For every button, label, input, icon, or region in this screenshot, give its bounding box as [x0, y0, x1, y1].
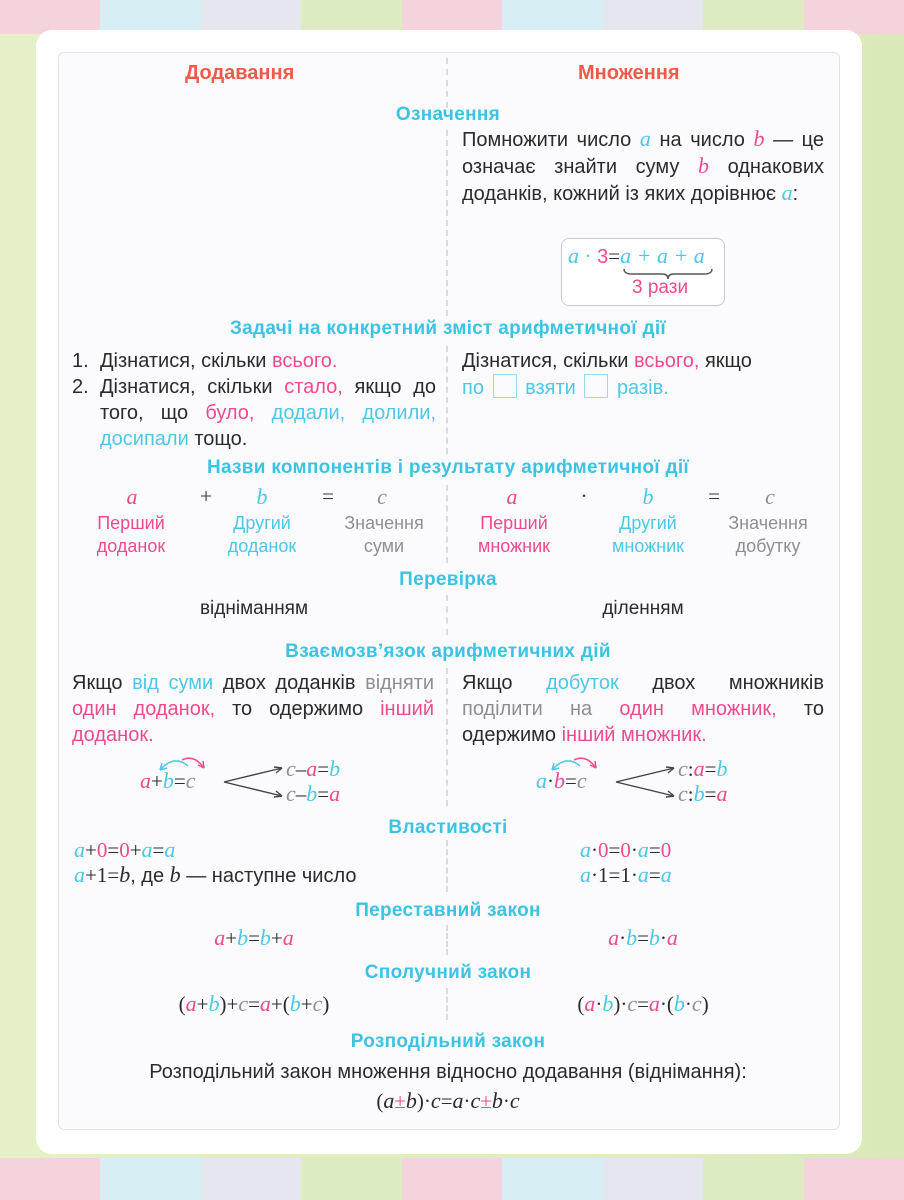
relation-add-result1: c–a=b: [286, 756, 341, 781]
plus-symbol: +: [200, 484, 212, 508]
decorative-stripes-bottom: [0, 1158, 904, 1200]
list-item: 1. Дізнатися, скільки всього.: [72, 350, 338, 372]
relation-add-formula: [140, 754, 440, 812]
associative-add: (a+b)+c=a+(b+c): [178, 991, 330, 1016]
label-second-factor: Другий множник: [611, 513, 685, 556]
example-times-label: 3 рази: [632, 277, 689, 298]
column-divider: [446, 485, 448, 563]
definition-example: [561, 238, 725, 306]
column-divider: [446, 925, 448, 955]
label-first-factor: Перший множник: [477, 513, 551, 556]
commutative-mult: a·b=b·a: [608, 925, 678, 950]
label-product-value: Значення добутку: [728, 513, 808, 556]
associative-title: Сполучний закон: [364, 962, 532, 983]
sum-symbol: c: [377, 484, 387, 509]
definition-title: Означення: [395, 104, 501, 125]
commutative-title: Переставний закон: [355, 900, 541, 921]
associative-mult: (a·b)·c=a·(b·c): [577, 991, 709, 1016]
example-formula: a · 3=a + a + a: [568, 243, 705, 268]
tasks-add-list: [72, 348, 436, 452]
tasks-title: Задачі на конкретний зміст арифметичної дії: [229, 318, 667, 339]
addend2-symbol: b: [256, 484, 268, 509]
distributive-title: Розподільний закон: [350, 1031, 546, 1052]
tasks-mult-text: Дізнатися, скільки всього, якщо по взяти разів.: [462, 350, 752, 399]
distributive-text: Розподільний закон множення відносно додавання (віднімання):: [149, 1061, 747, 1083]
multiplication-header: Множення: [578, 62, 680, 84]
addition-header: Додавання: [185, 62, 295, 84]
addend1-symbol: a: [126, 484, 138, 509]
column-divider: [446, 130, 448, 316]
factor1-symbol: a: [506, 484, 518, 509]
relation-mult-formula: [536, 754, 836, 812]
relation-add-text: Якщо від суми двох доданків відняти один доданок, то одержимо інший доданок.: [72, 672, 435, 746]
relation-title: Взаємозв’язок арифметичних дій: [285, 641, 611, 662]
relation-mult-result1: c:a=b: [678, 756, 728, 781]
relation-add-result2: c–b=a: [286, 781, 341, 806]
equals-symbol: =: [708, 484, 720, 508]
check-addition: відніманням: [199, 598, 309, 619]
factor2-symbol: b: [642, 484, 654, 509]
column-divider: [446, 840, 448, 892]
relation-mult-equation: a·b=c: [536, 768, 587, 793]
commutative-add: a+b=b+a: [214, 925, 294, 950]
label-second-addend: Другий доданок: [227, 513, 297, 556]
distributive-formula: (a±b)·c=a·c±b·c: [376, 1088, 520, 1113]
column-divider: [446, 58, 448, 108]
property-mult-zero: a·0=0·a=0: [580, 837, 672, 862]
relation-mult-text: Якщо добуток двох множників поділити на один множник, то одержимо інший множник.: [462, 672, 824, 746]
product-symbol: c: [765, 484, 775, 509]
relation-mult-result2: c:b=a: [678, 781, 728, 806]
label-sum-value: Значення суми: [344, 513, 424, 556]
definition-text: Помножити число a на число b — це означає знайти суму b однакових доданків, кожний із яких дорівнює a:: [462, 126, 825, 205]
blank-box: [584, 374, 608, 398]
check-multiplication: діленням: [602, 598, 684, 619]
column-divider: [446, 668, 448, 806]
relation-add-equation: a+b=c: [140, 768, 196, 793]
property-mult-one: a·1=1·a=a: [580, 862, 672, 887]
column-divider: [446, 595, 448, 635]
column-divider: [446, 346, 448, 454]
blank-box: [493, 374, 517, 398]
decorative-stripes-top: [0, 0, 904, 34]
equals-symbol: =: [322, 484, 334, 508]
components-title: Назви компонентів і результату арифметичної дії: [206, 457, 690, 478]
list-item: 2. Дізнатися, скільки стало, якщо до того, що було, додали, долили, досипали тощо.: [72, 376, 436, 450]
label-first-addend: Перший доданок: [96, 513, 166, 556]
dot-symbol: ·: [580, 484, 588, 508]
column-divider: [446, 988, 448, 1020]
check-title: Перевірка: [399, 569, 497, 590]
property-add-one: a+1=b, де b — наступне число: [74, 862, 357, 887]
properties-title: Властивості: [388, 817, 508, 838]
property-add-zero: a+0=0+a=a: [74, 837, 176, 862]
